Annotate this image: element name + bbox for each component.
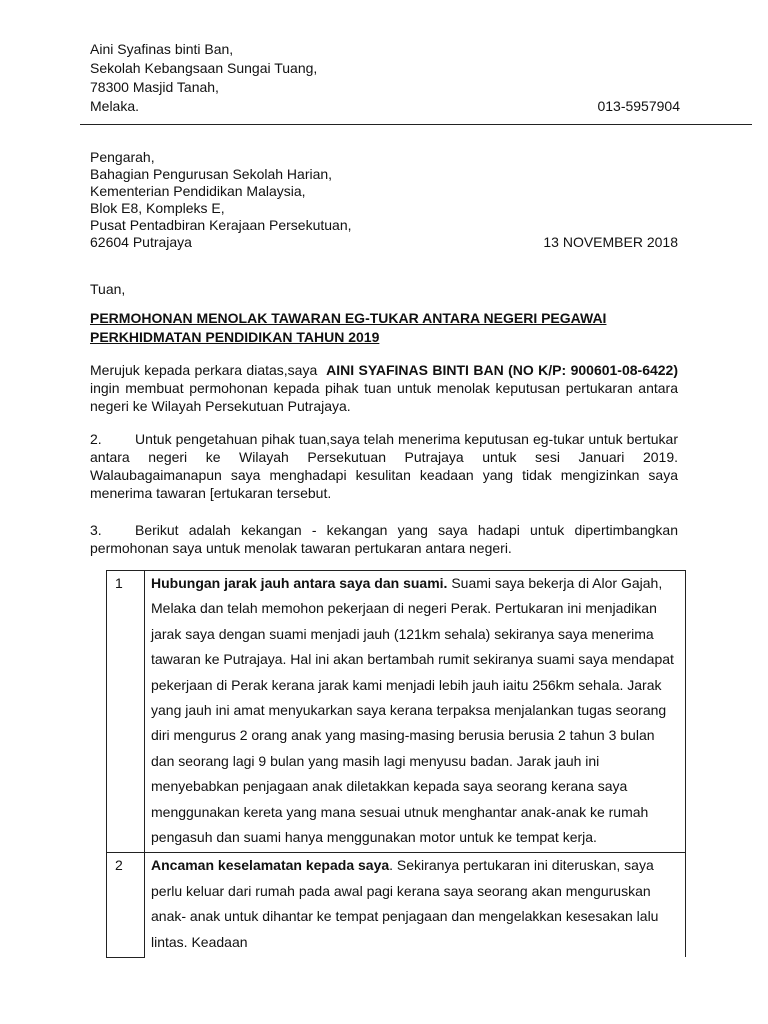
constraint-cell bbox=[145, 571, 686, 853]
salutation: Tuan, bbox=[90, 281, 126, 297]
paragraph-3-number: 3. bbox=[90, 522, 102, 538]
paragraph-2-text: Untuk pengetahuan pihak tuan,saya telah menerima keputusan eg-tukar untuk bertukar antara negeri ke Wilayah Persekutuan Putrajaya untuk sesi Januari 2019. Walaubagaimanapun saya menghadapi kesulitan keadaan yang tidak mengizinkan saya menerima tawaran [ertukaran tersebut. bbox=[90, 431, 678, 501]
paragraph-3 bbox=[90, 521, 678, 557]
paragraph-2-number: 2. bbox=[90, 431, 102, 447]
constraint-cell bbox=[145, 853, 686, 957]
constraint-number: 2 bbox=[107, 853, 145, 957]
header-divider bbox=[80, 124, 752, 125]
paragraph-1-lead: Merujuk kepada perkara diatas,saya bbox=[90, 362, 318, 378]
letter-date: 13 NOVEMBER 2018 bbox=[543, 234, 678, 250]
sender-school: Sekolah Kebangsaan Sungai Tuang, bbox=[90, 60, 318, 76]
sender-address bbox=[90, 40, 680, 116]
paragraph-1-rest: ingin membuat permohonan kepada pihak tuan untuk menolak keputusan pertukaran antara negeri ke Wilayah Persekutuan Putrajaya. bbox=[90, 380, 678, 414]
letter-subject: PERMOHONAN MENOLAK TAWARAN EG-TUKAR ANTARA NEGERI PEGAWAI PERKHIDMATAN PENDIDIKAN TAHUN 2019 bbox=[90, 310, 607, 345]
recipient-title: Pengarah, bbox=[90, 149, 155, 165]
sender-state: Melaka. bbox=[90, 98, 140, 114]
paragraph-3-text: Berikut adalah kekangan - kekangan yang saya hadapi untuk dipertimbangkan permohonan saya untuk menolak tawaran pertukaran antara negeri. bbox=[90, 522, 678, 556]
recipient-city-date-row bbox=[90, 233, 678, 250]
constraint-number: 1 bbox=[107, 571, 145, 853]
constraint-heading: Hubungan jarak jauh antara saya dan suami. bbox=[151, 575, 448, 591]
paragraph-2 bbox=[90, 430, 678, 502]
constraints-table bbox=[106, 570, 686, 958]
recipient-block: Blok E8, Kompleks E, bbox=[90, 200, 225, 216]
recipient-division: Bahagian Pengurusan Sekolah Harian, bbox=[90, 166, 333, 182]
table-row bbox=[107, 571, 686, 853]
recipient-centre: Pusat Pentadbiran Kerajaan Persekutuan, bbox=[90, 217, 352, 233]
constraint-text: . Sekiranya pertukaran ini diteruskan, saya perlu keluar dari rumah pada awal pagi kerana saya seorang akan menguruskan anak- anak untuk dihantar ke tempat penjagaan dan mengelakkan kesesakan lalu lintas. Keadaan bbox=[151, 857, 659, 950]
constraint-heading: Ancaman keselamatan kepada saya bbox=[151, 857, 390, 874]
sender-phone: 013-5957904 bbox=[597, 98, 680, 114]
recipient-address bbox=[90, 148, 678, 250]
sender-state-row bbox=[90, 97, 680, 116]
applicant-identity: AINI SYAFINAS BINTI BAN (NO K/P: 900601-08-6422) bbox=[326, 362, 679, 378]
sender-name: Aini Syafinas binti Ban, bbox=[90, 41, 234, 57]
recipient-ministry: Kementerian Pendidikan Malaysia, bbox=[90, 183, 306, 199]
paragraph-1 bbox=[90, 361, 678, 415]
constraint-text: Suami saya bekerja di Alor Gajah, Melaka dan telah memohon pekerjaan di negeri Perak. Pertukaran ini menjadikan jarak saya dengan suami menjadi jauh (121km sehala) sekiranya saya menerima tawaran ke Putrajaya. Hal ini akan bertambah rumit sekiranya suami saya mendapat pekerjaan di Perak kerana jarak kami menjadi lebih jauh iaitu 256km sehala. Jarak yang jauh ini amat menyukarkan saya kerana terpaksa menjalankan tugas seorang diri mengurus 2 orang anak yang masing-masing berusia berusia 2 tahun 3 bulan dan seorang lagi 9 bulan yang masih lagi menyusu badan. Jarak jauh ini menyebabkan penjagaan anak diletakkan kepada saya seorang kerana saya menggunakan kereta yang mana sesuai utnuk menghantar anak-anak ke rumah pengasuh dan suami hanya menggunakan motor untuk ke tempat kerja. bbox=[151, 575, 674, 846]
table-row bbox=[107, 853, 686, 957]
sender-postcode-city: 78300 Masjid Tanah, bbox=[90, 79, 219, 95]
recipient-postcode-city: 62604 Putrajaya bbox=[90, 234, 192, 250]
